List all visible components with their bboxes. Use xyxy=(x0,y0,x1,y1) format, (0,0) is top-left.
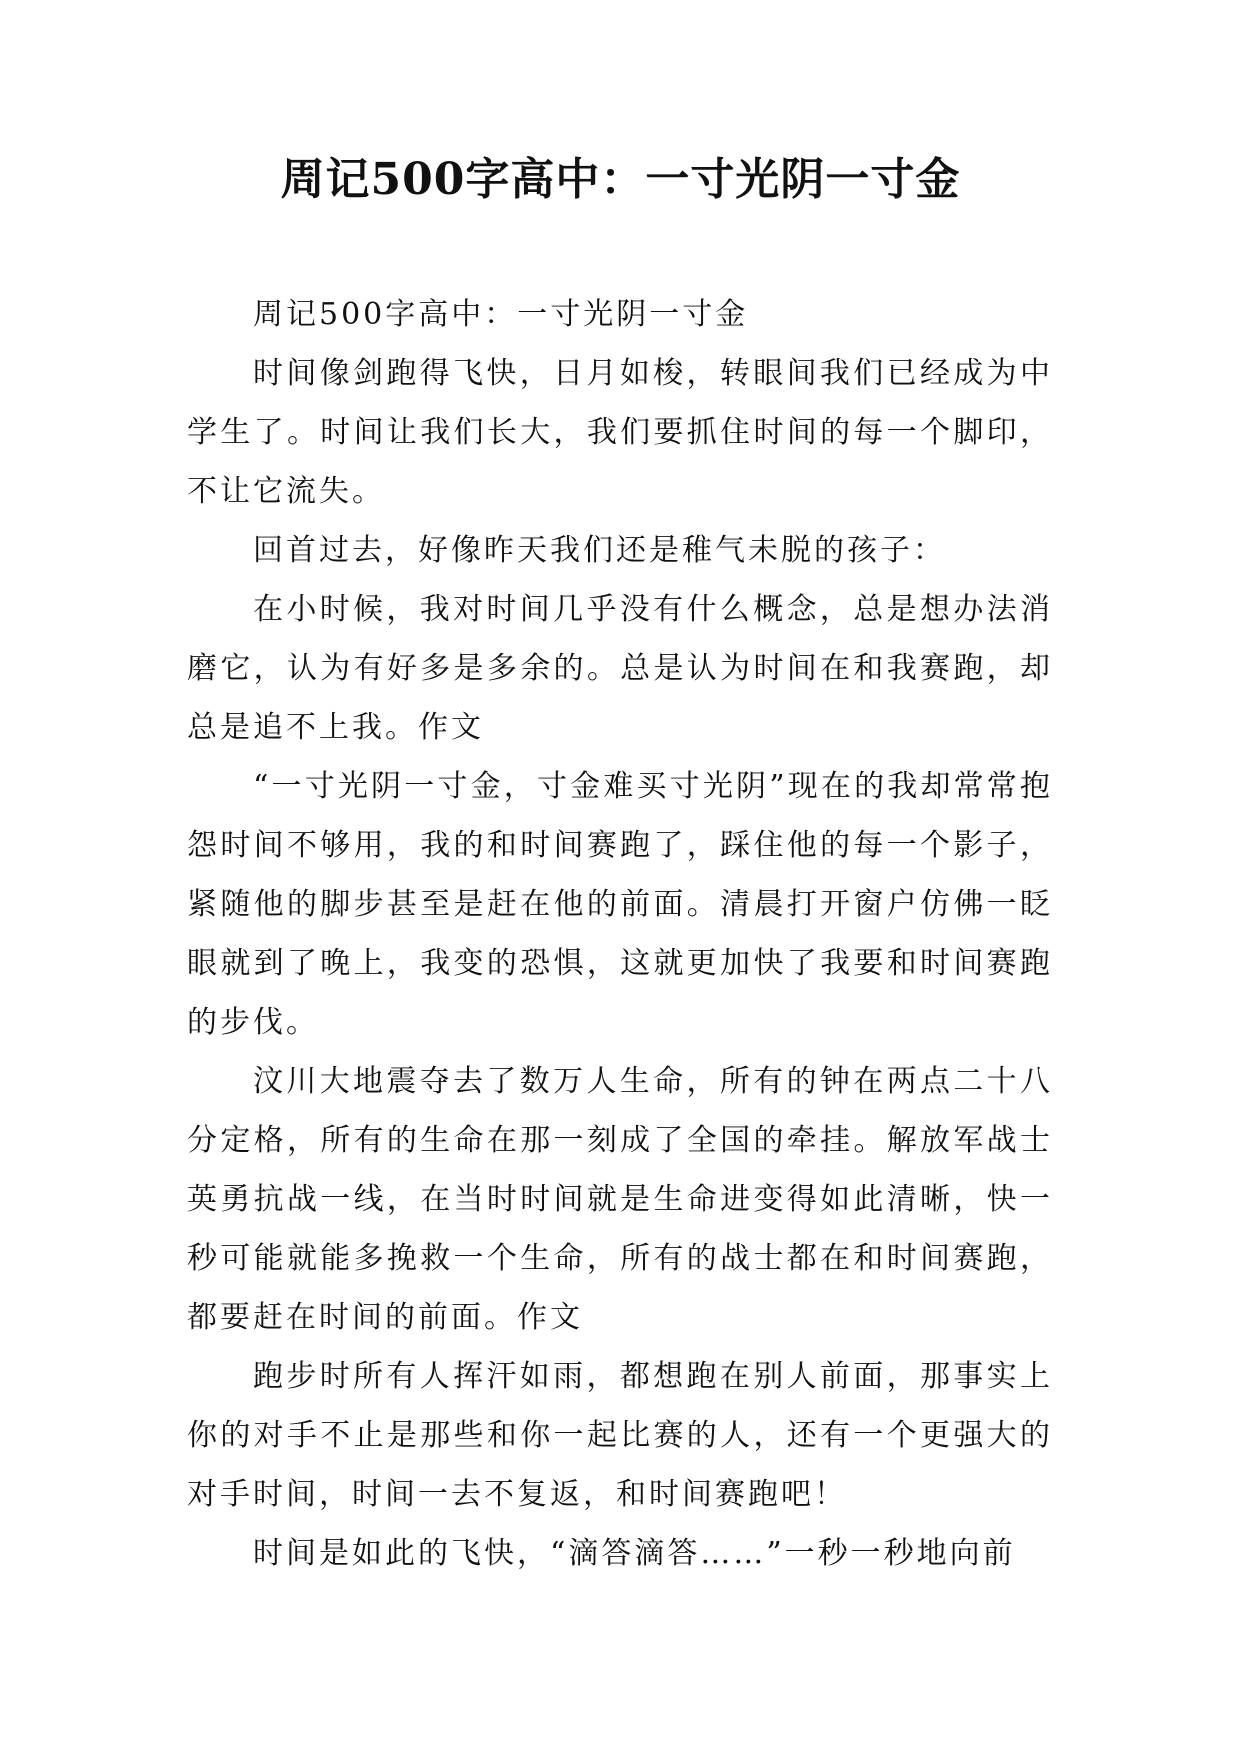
paragraph: 时间是如此的飞快，“滴答滴答……”一秒一秒地向前 xyxy=(253,1536,1016,1571)
paragraph: 在小时候，我对时间几乎没有什么概念，总是想办法消磨它，认为有好多是多余的。总是认为时间在和我赛跑，却总是追不上我。作文 xyxy=(187,592,1053,745)
paragraph: 跑步时所有人挥汗如雨，都想跑在别人前面，那事实上你的对手不止是那些和你一起比赛的人，还有一个更强大的对手时间，时间一去不复返，和时间赛跑吧！ xyxy=(187,1359,1053,1512)
paragraph-subtitle: 周记500字高中：一寸光阴一寸金 xyxy=(253,297,749,332)
paragraph: “一寸光阴一寸金，寸金难买寸光阴”现在的我却常常抱怨时间不够用，我的和时间赛跑了，踩住他的每一个影子，紧随他的脚步甚至是赶在他的前面。清晨打开窗户仿佛一眨眼就到了晚上，我变的恐惧，这就更加快了我要和时间赛跑的步伐。 xyxy=(187,769,1053,1040)
document-body xyxy=(187,285,1053,1583)
paragraph: 时间像剑跑得飞快，日月如梭，转眼间我们已经成为中学生了。时间让我们长大，我们要抓住时间的每一个脚印，不让它流失。 xyxy=(187,356,1053,509)
paragraph: 回首过去，好像昨天我们还是稚气未脱的孩子： xyxy=(253,533,946,568)
paragraph: 汶川大地震夺去了数万人生命，所有的钟在两点二十八分定格，所有的生命在那一刻成了全国的牵挂。解放军战士英勇抗战一线，在当时时间就是生命进变得如此清晰，快一秒可能就能多挽救一个生命，所有的战士都在和时间赛跑，都要赶在时间的前面。作文 xyxy=(187,1064,1053,1335)
document-title: 周记500字高中：一寸光阴一寸金 xyxy=(280,154,961,205)
